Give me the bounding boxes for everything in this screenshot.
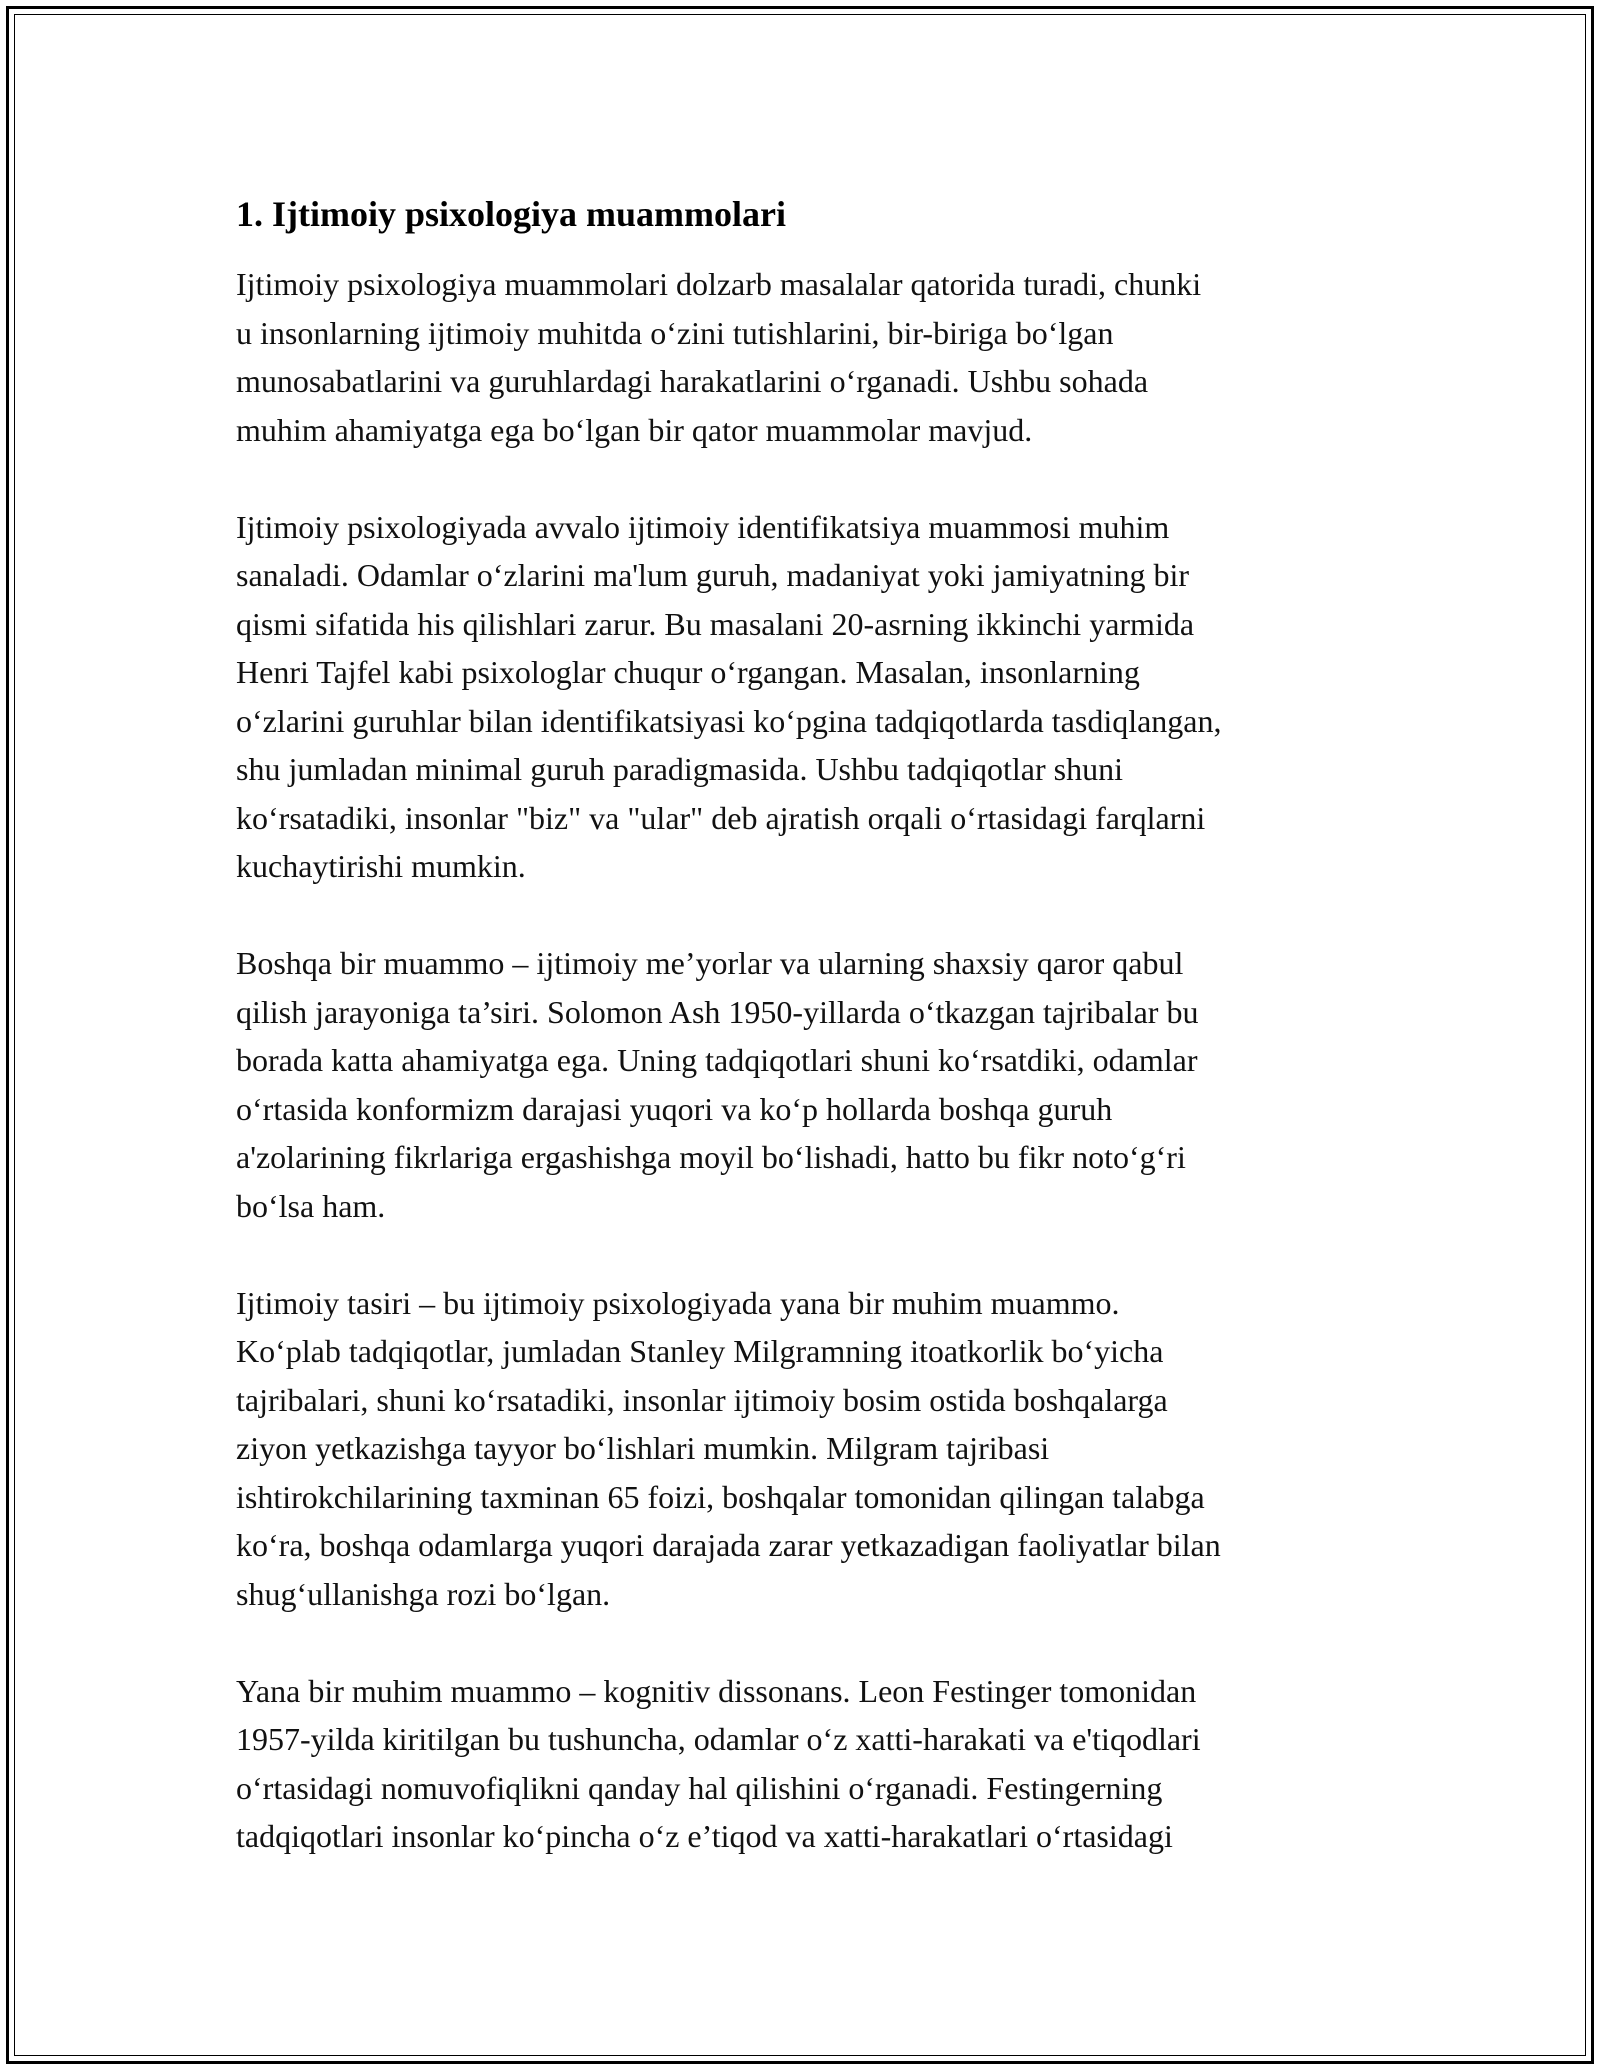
- text-line: tajribalari, shuni ko‘rsatadiki, insonlar ijtimoiy bosim ostida boshqalarga: [236, 1381, 1168, 1418]
- text-line: shug‘ullanishga rozi bo‘lgan.: [236, 1575, 611, 1612]
- text-line: o‘zlarini guruhlar bilan identifikatsiyasi ko‘pgina tadqiqotlarda tasdiqlangan,: [236, 702, 1222, 739]
- text-line: ko‘ra, boshqa odamlarga yuqori darajada zarar yetkazadigan faoliyatlar bilan: [236, 1527, 1221, 1563]
- text-line: o‘rtasida konformizm darajasi yuqori va ko‘p hollarda boshqa guruh: [236, 1090, 1113, 1127]
- text-line: qismi sifatida his qilishlari zarur. Bu masalani 20-asrning ikkinchi yarmida: [236, 605, 1195, 642]
- text-line: ishtirokchilarining taxminan 65 foizi, boshqalar tomonidan qilingan talabga: [236, 1478, 1205, 1515]
- paragraph-identification: [236, 503, 1376, 891]
- text-line: sanaladi. Odamlar o‘zlarini ma'lum guruh, madaniyat yoki jamiyatning bir: [236, 557, 1190, 593]
- text-line: Ko‘plab tadqiqotlar, jumladan Stanley Milgramning itoatkorlik bo‘yicha: [236, 1333, 1164, 1369]
- text-line: tadqiqotlari insonlar ko‘pincha o‘z e’tiqod va xatti-harakatlari o‘rtasidagi: [236, 1818, 1173, 1854]
- text-line: munosabatlarini va guruhlardagi harakatlarini o‘rganadi. Ushbu sohada: [236, 363, 1149, 399]
- text-line: Henri Tajfel kabi psixologlar chuqur o‘rgangan. Masalan, insonlarning: [236, 654, 1140, 690]
- paragraph-cognitive-dissonance: [236, 1667, 1376, 1861]
- text-line: o‘rtasidagi nomuvofiqlikni qanday hal qilishini o‘rganadi. Festingerning: [236, 1769, 1163, 1806]
- text-line: u insonlarning ijtimoiy muhitda o‘zini tutishlarini, bir-biriga bo‘lgan: [236, 314, 1114, 351]
- text-line: muhim ahamiyatga ega bo‘lgan bir qator muammolar mavjud.: [236, 411, 1033, 448]
- document-body: [236, 186, 1376, 1909]
- text-line: Ijtimoiy psixologiyada avvalo ijtimoiy identifikatsiya muammosi muhim: [236, 508, 1170, 545]
- text-line: Boshqa bir muammo – ijtimoiy me’yorlar va ularning shaxsiy qaror qabul: [236, 945, 1184, 981]
- paragraph-social-norms: [236, 939, 1376, 1230]
- text-line: Ijtimoiy psixologiya muammolari dolzarb masalalar qatorida turadi, chunki: [236, 266, 1202, 302]
- paragraph-intro: [236, 260, 1376, 454]
- text-line: Yana bir muhim muammo – kognitiv dissonans. Leon Festinger tomonidan: [236, 1672, 1197, 1709]
- text-line: bo‘lsa ham.: [236, 1187, 386, 1224]
- text-line: kuchaytirishi mumkin.: [236, 848, 526, 884]
- text-line: qilish jarayoniga ta’siri. Solomon Ash 1950-yillarda o‘tkazgan tajribalar bu: [236, 993, 1199, 1030]
- text-line: 1957-yilda kiritilgan bu tushuncha, odamlar o‘z xatti-harakati va e'tiqodlari: [236, 1721, 1201, 1757]
- text-line: shu jumladan minimal guruh paradigmasida. Ushbu tadqiqotlar shuni: [236, 751, 1123, 787]
- text-line: ziyon yetkazishga tayyor bo‘lishlari mumkin. Milgram tajribasi: [236, 1430, 1050, 1466]
- text-line: Ijtimoiy tasiri – bu ijtimoiy psixologiyada yana bir muhim muammo.: [236, 1284, 1120, 1321]
- paragraph-social-influence: [236, 1279, 1376, 1619]
- page-title: 1. Ijtimoiy psixologiya muammolari: [236, 194, 786, 234]
- text-line: ko‘rsatadiki, insonlar "biz" va "ular" deb ajratish orqali o‘rtasidagi farqlarni: [236, 799, 1206, 836]
- text-line: a'zolarining fikrlariga ergashishga moyil bo‘lishadi, hatto bu fikr noto‘g‘ri: [236, 1139, 1186, 1175]
- text-line: borada katta ahamiyatga ega. Uning tadqiqotlari shuni ko‘rsatdiki, odamlar: [236, 1042, 1198, 1078]
